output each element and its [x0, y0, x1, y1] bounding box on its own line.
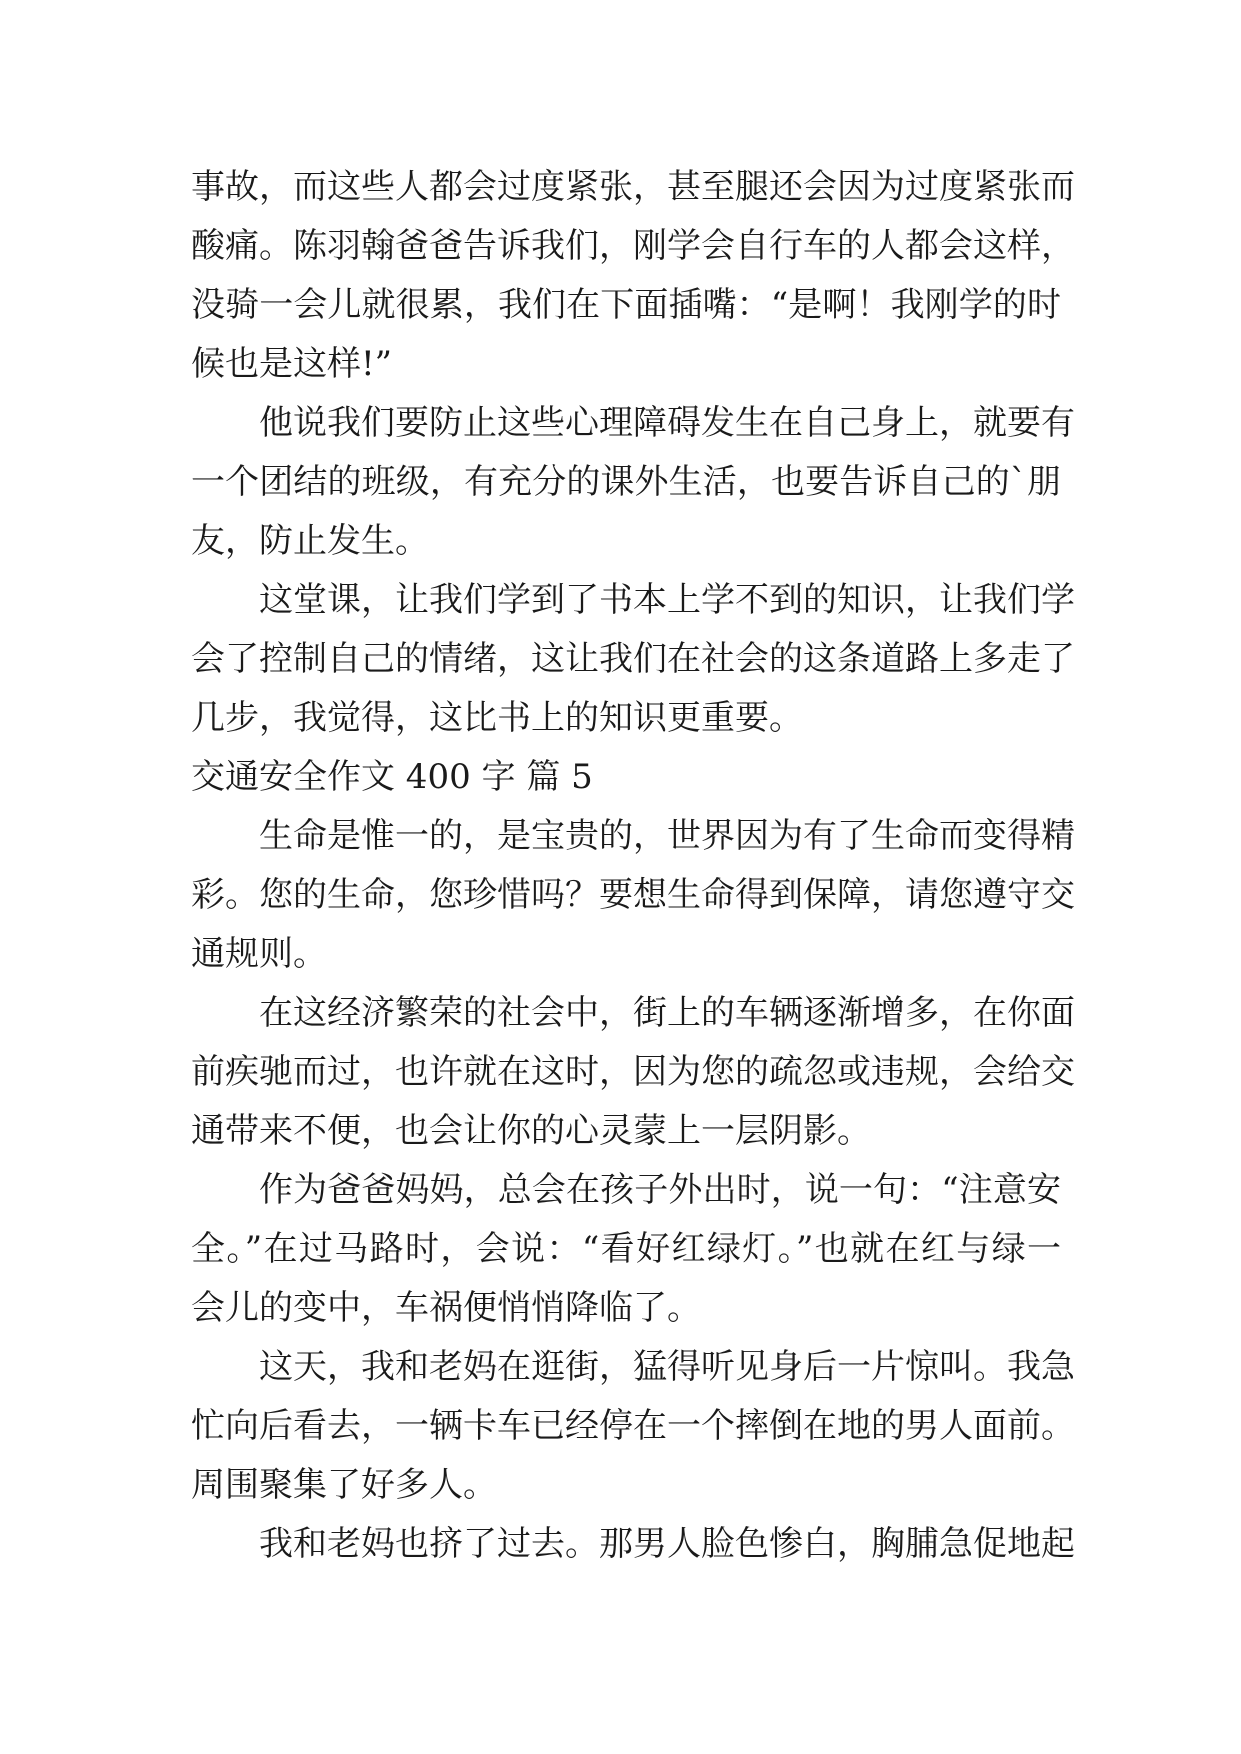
text-line: 通带来不便，也会让你的心灵蒙上一层阴影。	[191, 1111, 871, 1151]
text-line: 生命是惟一的，是宝贵的，世界因为有了生命而变得精	[259, 816, 1075, 856]
text-line: 这天，我和老妈在逛街，猛得听见身后一片惊叫。我急	[259, 1347, 1075, 1387]
document-page	[191, 158, 1075, 1574]
text-line: 会了控制自己的情绪，这让我们在社会的这条道路上多走了	[191, 639, 1075, 679]
text-line: 事故，而这些人都会过度紧张，甚至腿还会因为过度紧张而	[191, 167, 1075, 207]
text-line: 会儿的变中，车祸便悄悄降临了。	[191, 1288, 701, 1328]
text-line: 我和老妈也挤了过去。那男人脸色惨白，胸脯急促地起	[259, 1524, 1075, 1564]
text-line: 作为爸爸妈妈，总会在孩子外出时，说一句：“注意安	[259, 1170, 1061, 1210]
section-heading: 交通安全作文 400 字 篇 5	[191, 757, 593, 797]
text-line: 在这经济繁荣的社会中，街上的车辆逐渐增多，在你面	[259, 993, 1075, 1033]
text-line: 候也是这样!”	[191, 344, 393, 384]
text-line: 友，防止发生。	[191, 521, 429, 561]
text-line: 没骑一会儿就很累，我们在下面插嘴：“是啊！我刚学的时	[191, 285, 1061, 325]
text-line: 通规则。	[191, 934, 327, 974]
text-line: 这堂课，让我们学到了书本上学不到的知识，让我们学	[259, 580, 1075, 620]
text-line: 酸痛。陈羽翰爸爸告诉我们，刚学会自行车的人都会这样，	[191, 226, 1075, 266]
text-line: 一个团结的班级，有充分的课外生活，也要告诉自己的`朋	[191, 462, 1061, 502]
text-line: 全。”在过马路时，会说：“看好红绿灯。”也就在红与绿一	[191, 1229, 1061, 1269]
text-line: 他说我们要防止这些心理障碍发生在自己身上，就要有	[259, 403, 1075, 443]
text-line: 前疾驰而过，也许就在这时，因为您的疏忽或违规，会给交	[191, 1052, 1075, 1092]
text-line: 彩。您的生命，您珍惜吗？要想生命得到保障，请您遵守交	[191, 875, 1075, 915]
text-line: 忙向后看去，一辆卡车已经停在一个摔倒在地的男人面前。	[191, 1406, 1075, 1446]
text-line: 周围聚集了好多人。	[191, 1465, 497, 1505]
text-line: 几步，我觉得，这比书上的知识更重要。	[191, 698, 803, 738]
